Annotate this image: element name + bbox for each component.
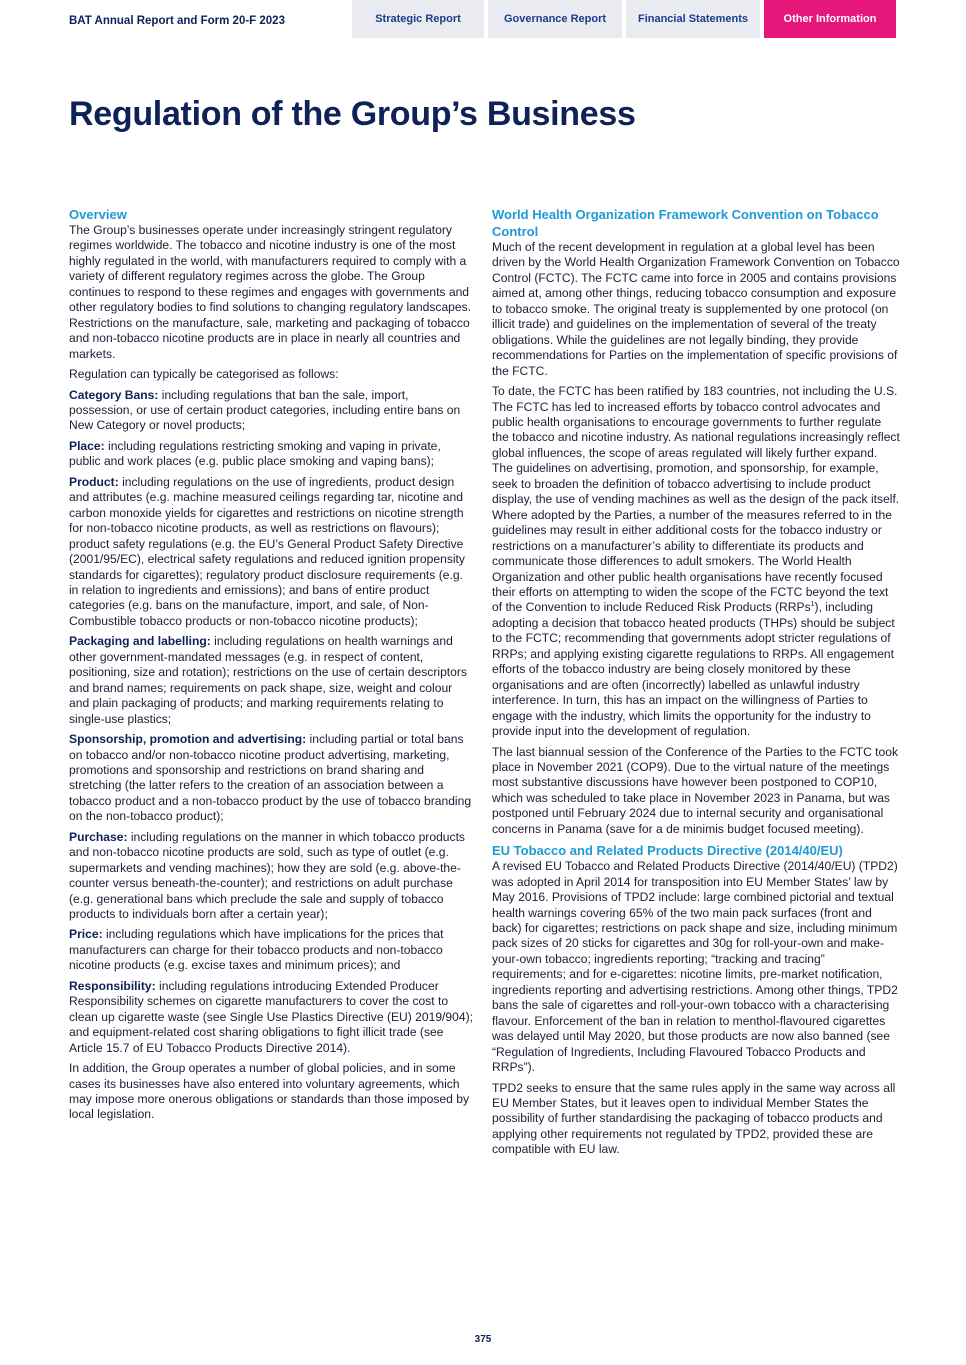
tab-other-information[interactable]: Other Information xyxy=(764,0,896,38)
report-name: BAT Annual Report and Form 20-F 2023 xyxy=(69,15,285,27)
tab-governance-report[interactable]: Governance Report xyxy=(488,0,622,38)
tab-financial-statements[interactable]: Financial Statements xyxy=(626,0,760,38)
eu-tpd-heading: EU Tobacco and Related Products Directive (2014/40/EU) xyxy=(492,843,843,859)
category-item: Packaging and labelling: including regulations on health warnings and other government-mandated messages (e.g. in respect of content, positioning, size and rotation); restrictions on the use of certain descriptors and brand names; requirements on pack shape, size, weight and colour and plain packaging of products; and marking requirements relating to single-use plastics; xyxy=(69,634,467,726)
category-item: Category Bans: including regulations that ban the sale, import, possession, or use of certain product categories, including entire bans on New Category or novel products; xyxy=(69,387,461,433)
left-column xyxy=(69,206,475,1128)
category-item: Responsibility: including regulations introducing Extended Producer Responsibility schemes on cigarette manufacturers to cover the cost to clean up cigarette waste (see Single Use Plastics Directive (EU) 2019/904); and equipment-related cost sharing obligations to fight illicit trade (see Article 15.7 of EU Tobacco Products Directive 2014). xyxy=(69,978,473,1055)
category-item: Product: including regulations on the use of ingredients, product design and attributes (e.g. machine measured ceilings regarding tar, nicotine and carbon monoxide yields for cigarettes and restrictions on nicotine strength for non-tobacco nicotine products, as well as restrictions on flavours); product safety regulations (e.g. the EU’s General Product Safety Directive (2001/95/EC), electrical safety regulations and reduced ignition propensity standards for cigarettes); regulatory product disclosure requirements (e.g. in relation to ingredients and emissions); and bans of entire product categories (e.g. bans on the manufacture, import, and sale, of Non-Combustible tobacco products or non-tobacco nicotine products); xyxy=(69,474,465,628)
page-title: Regulation of the Group’s Business xyxy=(69,95,636,133)
eu-paragraph-1: A revised EU Tobacco and Related Products Directive (2014/40/EU) (TPD2) was adopted in April 2014 for transposition into EU Member States’ law by May 2016. Provisions of TPD2 include: large combined pictorial and textual health warnings covering 65% of the two main pack surfaces (front and back) for cigarettes; restrictions on pack shape and size, including minimum pack sizes of 20 sticks for cigarettes and 30g for roll-your-own and make-your-own tobacco; ingredients reporting; “tracking and tracing” requirements; and for e-cigarettes: nicotine limits, pre-market notification, ingredients reporting and advertising restrictions. Among other things, TPD2 bans the sale of cigarettes and roll-your-own tobacco with a characterising flavour. Enforcement of the ban in relation to menthol-flavoured cigarettes was delayed until May 2020, but those products are now also banned (see “Regulation of Ingredients, Including Flavoured Tobacco Products and RRPs”). xyxy=(492,859,898,1075)
who-fctc-heading: World Health Organization Framework Convention on Tobacco Control xyxy=(492,207,879,239)
categorisation-intro: Regulation can typically be categorised as follows: xyxy=(69,367,339,382)
page-number: 375 xyxy=(474,1334,492,1345)
overview-heading: Overview xyxy=(69,207,127,222)
right-column xyxy=(492,206,900,1163)
overview-paragraph: The Group’s businesses operate under increasingly stringent regulatory regimes worldwide. The tobacco and nicotine industry is one of the most highly regulated in the world, with manufacturers required to comply with a variety of different regulatory regimes across the globe. The Group continues to respond to these regimes and engages with governments and other regulatory bodies to find solutions to changing regulatory landscapes. Restrictions on the manufacture, sale, marketing and packaging of tobacco and non-tobacco nicotine products are in place in nearly all countries and markets. xyxy=(69,223,472,361)
top-navigation xyxy=(0,0,966,38)
eu-paragraph-2: TPD2 seeks to ensure that the same rules apply in the same way across all EU Member States, but it leaves open to individual Member States the possibility of further standardising the packaging of tobacco products and applying other requirements not regulated by TPD2, provided these are compatible with EU law. xyxy=(492,1080,896,1157)
tab-strategic-report[interactable]: Strategic Report xyxy=(352,0,484,38)
category-item: Purchase: including regulations on the manner in which tobacco products and non-tobacco nicotine products are sold, such as type of outlet (e.g. supermarkets and vending machines); how they are sold (e.g. above-the-counter versus beneath-the-counter); and restrictions on adult purchase (e.g. generational bans which preclude the sale and supply of tobacco products to individuals born after a certain year); xyxy=(69,829,465,922)
category-item: Sponsorship, promotion and advertising: including partial or total bans on tobacco and/or non-tobacco nicotine product advertising, marketing, promotions and sponsorship and restrictions on brand sharing and stretching (the latter refers to the creation of an association between a tobacco product and a non-tobacco product by the use of tobacco branding on the non-tobacco product); xyxy=(69,732,472,824)
who-paragraph-1: Much of the recent development in regulation at a global level has been driven by the World Health Organization Framework Convention on Tobacco Control (FCTC). The FCTC came into force in 2005 and contains provisions aimed at, among other things, reducing tobacco consumption and exposure to tobacco smoke. The original treaty is supplemented by one protocol (on illicit trade) and guidelines on the implementation of several of the treaty obligations. While the guidelines are not legally binding, they provide recommendations for Parties on the implementation of specific provisions of the FCTC. xyxy=(492,240,900,378)
who-paragraph-3: The last biannual session of the Conference of the Parties to the FCTC took place in November 2021 (COP9). Due to the virtual nature of the meetings most substantive discussions have however been postponed to COP10, which was scheduled to take place in November 2023 in Panama, but was postponed until February 2024 due to internal security and organisational concerns in Panama (save for a de minimis budget focused meeting). xyxy=(492,744,899,836)
who-paragraph-2: To date, the FCTC has been ratified by 183 countries, not including the U.S. The FCTC has led to increased efforts by tobacco control advocates and public health organisations to encourage governments to further regulate the tobacco and nicotine industry. As national regulations increasingly reflect global influences, the scope of areas regulated will likely further expand. The guidelines on advertising, promotion, and sponsorship, for example, seek to broaden the definition of tobacco advertising to include product display, the use of vending machines as well as the design of the pack itself. Where adopted by the Parties, a number of the measures referred to in the guidelines may result in either additional costs for the tobacco industry or restrictions on a manufacturer’s ability to differentiate its products and communicate those differences to adult smokers. The World Health Organization and other public health organisations have recently focused their efforts on attempting to widen the scope of the FCTC beyond the text of the Convention to include Reduced Risk Products (RRPs$^1$), including adopting a decision that tobacco heated products (THPs) should be subject to the FCTC; recommending that governments adopt stricter regulations of RRPs; and applying existing cigarette regulations to RRPs. All engagement efforts of the tobacco industry are being closely monitored by these organisations and are often (incorrectly) labelled as unlawful industry interference. In turn, this has an impact on the willingness of Parties to engage with the industry, which limits the opportunity for the industry to provide input into the development of regulation. xyxy=(492,384,900,739)
category-item: Price: including regulations which have implications for the prices that manufacturers can charge for their tobacco products and non-tobacco nicotine products (e.g. excise taxes and minimum prices); and xyxy=(69,927,444,973)
footnote-marker: 1 xyxy=(810,601,815,609)
category-item: Place: including regulations restricting smoking and vaping in private, public and work places (e.g. public place smoking and vaping bans); xyxy=(69,438,441,469)
closing-paragraph: In addition, the Group operates a number of global policies, and in some cases its businesses have also entered into voluntary agreements, which may impose more onerous obligations or standards than those imposed by local legislation. xyxy=(69,1061,469,1122)
